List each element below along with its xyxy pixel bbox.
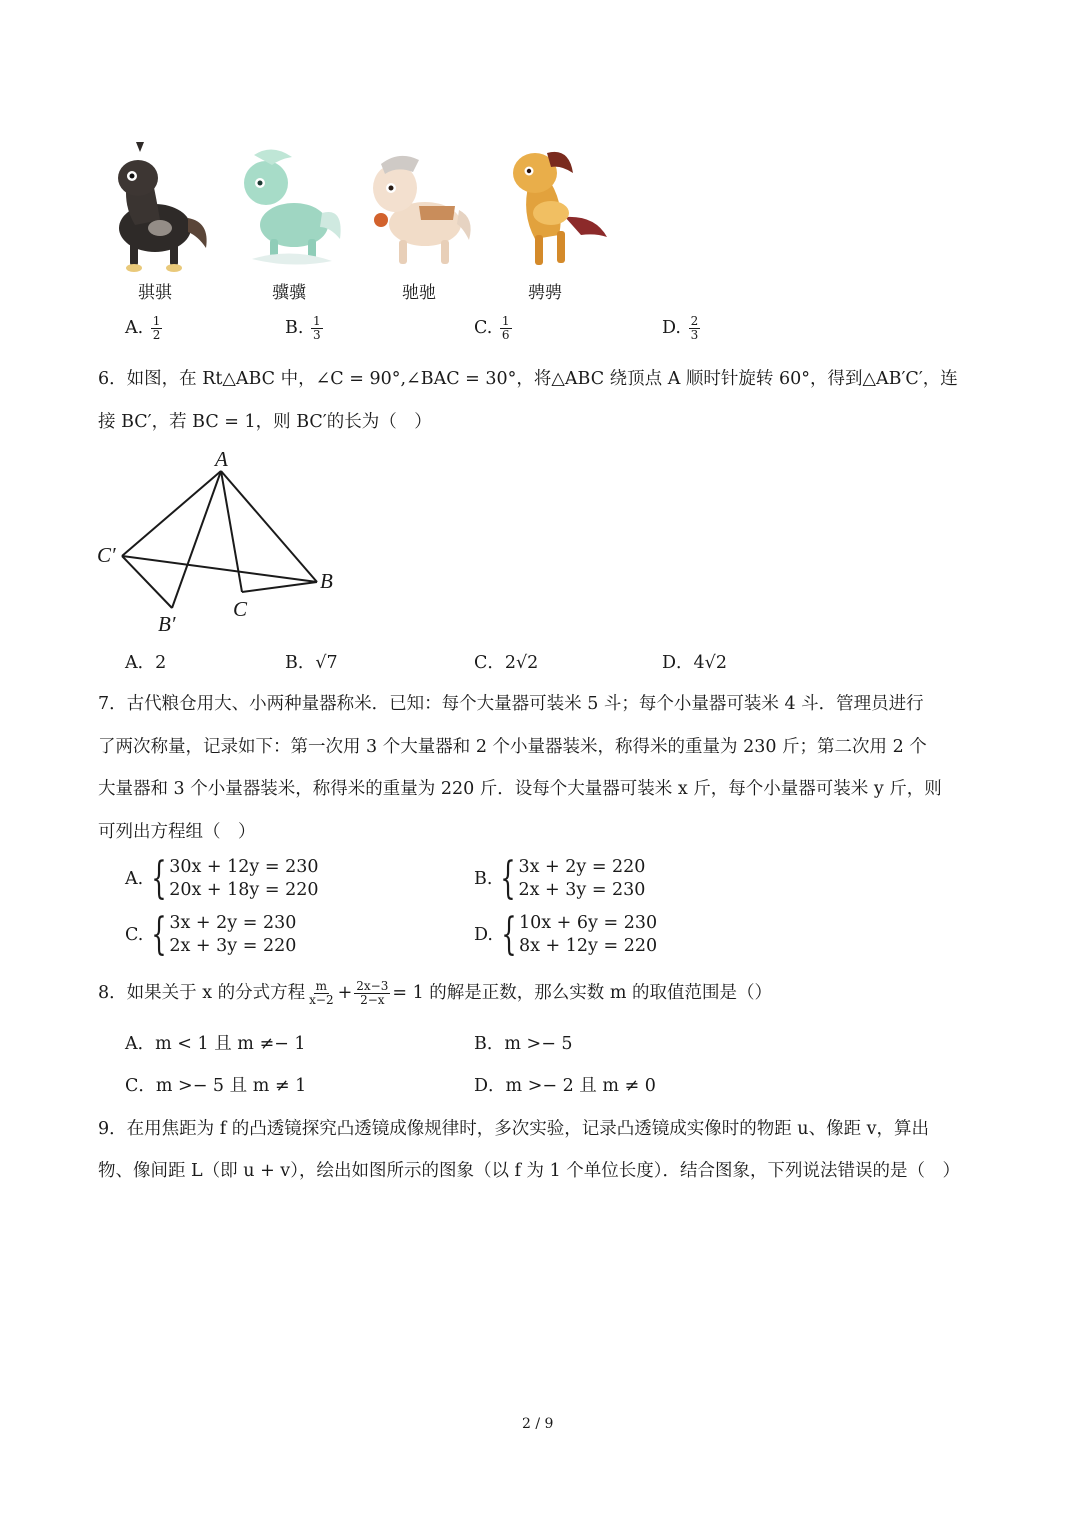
q7-option-a[interactable]: A. { 30x + 12y = 230 20x + 18y = 220 — [125, 853, 319, 904]
vertex-label-a: A — [215, 447, 228, 471]
q7-text-line3: 大量器和 3 个小量器装米，称得米的重量为 220 斤．设每个大量器可装米 x 斤，每个小量器可装米 y 斤，则 — [98, 779, 942, 799]
q9-text-line1: 9．在用焦距为 f 的凸透镜探究凸透镜成像规律时，多次实验，记录凸透镜成实像时的物距 u、像距 v，算出 — [98, 1119, 930, 1139]
q5-option-a[interactable] — [125, 315, 164, 342]
segment-C'B' — [122, 556, 172, 608]
q6-text-line1: 6．如图，在 Rt△ABC 中，∠C = 90°,∠BAC = 30°，将△ABC 绕顶点 A 顺时针旋转 60°，得到△AB′C′，连 — [98, 369, 958, 389]
option-fraction: $\frac{1}{3}$ — [313, 314, 321, 342]
q8-fraction-1: $\frac{m}{x-2}$ — [309, 979, 334, 1007]
q5-option-c[interactable] — [474, 315, 514, 342]
vertex-label-c: C — [233, 597, 248, 621]
option-fraction: $\frac{1}{2}$ — [152, 314, 161, 342]
segment-C'B — [122, 556, 317, 582]
horse-caption: 骐骐 — [138, 283, 172, 303]
segment-CB — [242, 582, 317, 592]
q6-option-b[interactable]: B．√7 — [285, 653, 338, 673]
segment-AC — [221, 471, 242, 592]
q8-option-a[interactable]: A．m < 1 且 m ≠− 1 — [125, 1034, 306, 1054]
q5-option-b[interactable] — [285, 315, 325, 342]
segment-AB — [221, 471, 317, 582]
option-label: D. — [662, 318, 681, 338]
q7-text-line1: 7．古代粮仓用大、小两种量器称米．已知：每个大量器可装米 5 斗；每个小量器可装米 4 斗．管理员进行 — [98, 694, 924, 714]
q8-option-c[interactable]: C．m >− 5 且 m ≠ 1 — [125, 1076, 307, 1096]
horse-caption: 骋骋 — [528, 283, 562, 303]
option-fraction: $\frac{1}{6}$ — [501, 314, 510, 342]
q8-option-d[interactable]: D．m >− 2 且 m ≠ 0 — [474, 1076, 656, 1096]
q7-option-d[interactable]: D. { 10x + 6y = 230 8x + 12y = 220 — [474, 909, 658, 960]
q7-option-b[interactable]: B. { 3x + 2y = 220 2x + 3y = 230 — [474, 853, 646, 904]
q8-option-b[interactable]: B．m >− 5 — [474, 1034, 573, 1054]
cream-armored-horse-figurine-icon — [365, 148, 480, 273]
horse-caption: 骥骥 — [272, 283, 306, 303]
black-horse-figurine-icon — [100, 140, 215, 275]
q7-option-c[interactable]: C. { 3x + 2y = 230 2x + 3y = 220 — [125, 909, 297, 960]
q9-text-line2: 物、像间距 L（即 u + v），绘出如图所示的图象（以 f 为 1 个单位长度）．结合图象，下列说法错误的是（ ） — [98, 1161, 961, 1181]
q6-option-c[interactable]: C．2√2 — [474, 653, 539, 673]
amber-horse-figurine-icon — [495, 143, 613, 275]
option-label: B. — [285, 318, 304, 338]
q6-triangle-diagram — [92, 444, 352, 639]
q7-text-line4: 可列出方程组（ ） — [98, 822, 256, 842]
option-fraction: $\frac{2}{3}$ — [690, 314, 699, 342]
vertex-label-b: B — [320, 569, 333, 593]
q6-option-a[interactable]: A．2 — [125, 653, 167, 673]
jade-green-horse-figurine-icon — [232, 143, 347, 273]
q5-option-d[interactable] — [662, 315, 702, 342]
vertex-label-b-prime: B′ — [158, 612, 176, 636]
vertex-label-c-prime: C′ — [97, 543, 116, 567]
option-label: C. — [474, 318, 493, 338]
q8-text: 8．如果关于 x 的分式方程 $\frac{m}{x-2}$ + $\frac{2x-3}{2-x}$ = 1 的解是正数，那么实数 m 的取值范围是（） — [98, 979, 773, 1007]
q6-option-d[interactable]: D．4√2 — [662, 653, 727, 673]
option-label: A. — [125, 318, 144, 338]
q6-text-line2: 接 BC′，若 BC = 1，则 BC′的长为（ ） — [98, 412, 432, 432]
q7-text-line2: 了两次称量，记录如下：第一次用 3 个大量器和 2 个小量器装米，称得米的重量为 230 斤；第二次用 2 个 — [98, 737, 927, 757]
q8-fraction-2: $\frac{2x-3}{2-x}$ — [356, 979, 389, 1007]
horse-caption: 驰驰 — [402, 283, 436, 303]
page-number: 2 / 9 — [522, 1416, 554, 1432]
